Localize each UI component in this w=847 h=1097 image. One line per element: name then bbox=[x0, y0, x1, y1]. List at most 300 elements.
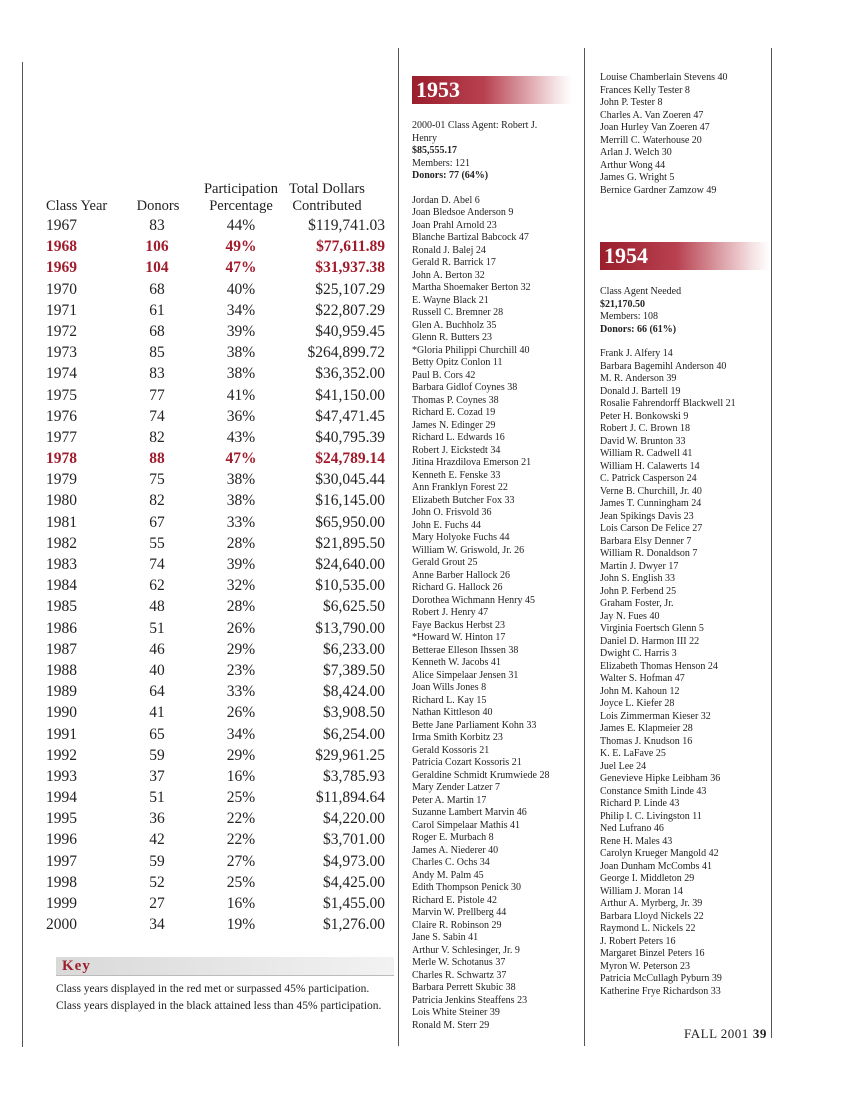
donor-name: Alice Simpelaar Jensen 31 bbox=[412, 669, 519, 681]
row-participation: 22% bbox=[226, 810, 256, 828]
row-donors: 74 bbox=[149, 556, 165, 573]
row-total: $16,145.00 bbox=[315, 492, 385, 510]
row-participation: 36% bbox=[226, 407, 256, 425]
header-participation-line1: Participation bbox=[203, 181, 279, 197]
donor-name: C. Patrick Casperson 24 bbox=[600, 473, 697, 484]
row-donors: 68 bbox=[149, 280, 165, 298]
row-class-year: 1971 bbox=[46, 301, 77, 319]
class-1953-section bbox=[412, 76, 572, 1032]
row-donors: 59 bbox=[149, 746, 165, 764]
donor-name: Raymond L. Nickels 22 bbox=[600, 923, 696, 934]
table-row bbox=[46, 914, 391, 935]
row-class-year: 1993 bbox=[46, 767, 77, 785]
table-row bbox=[46, 660, 391, 681]
key-title: Key bbox=[62, 958, 91, 974]
donor-name: Martin J. Dwyer 17 bbox=[600, 560, 679, 572]
row-total: $24,640.00 bbox=[315, 556, 385, 573]
donor-name: Richard L. Kay 15 bbox=[412, 694, 487, 706]
row-total: $8,424.00 bbox=[323, 683, 385, 701]
donor-name: James A. Niederer 40 bbox=[412, 844, 499, 856]
donor-name: Andy M. Palm 45 bbox=[412, 869, 484, 881]
donor-name: James T. Cunningham 24 bbox=[600, 498, 702, 509]
donor-name: Faye Backus Herbst 23 bbox=[412, 619, 506, 631]
class-1953-donor-list-continued bbox=[600, 72, 770, 197]
row-class-year: 1977 bbox=[46, 428, 77, 446]
row-total: $6,254.00 bbox=[323, 725, 385, 743]
class-1954-agent: Class Agent Needed bbox=[600, 286, 682, 297]
row-total: $4,220.00 bbox=[323, 810, 385, 828]
donor-name: Dwight C. Harris 3 bbox=[600, 648, 677, 659]
table-row bbox=[46, 554, 391, 575]
donor-name: Donald J. Bartell 19 bbox=[600, 385, 681, 397]
row-participation: 25% bbox=[226, 789, 256, 807]
table-row bbox=[46, 851, 391, 872]
donor-name: William R. Donaldson 7 bbox=[600, 548, 698, 559]
table-row bbox=[46, 766, 391, 787]
row-donors: 77 bbox=[149, 386, 165, 404]
row-total: $21,895.50 bbox=[315, 534, 385, 552]
row-donors: 82 bbox=[149, 492, 165, 510]
row-total: $29,961.25 bbox=[315, 746, 385, 764]
donor-name: Jay N. Fues 40 bbox=[600, 610, 660, 622]
donor-name: Ronald J. Balej 24 bbox=[412, 244, 486, 256]
table-row bbox=[46, 596, 391, 617]
donor-name: Suzanne Lambert Marvin 46 bbox=[412, 807, 527, 818]
row-class-year: 1990 bbox=[46, 704, 77, 722]
header-class-year: Class Year bbox=[46, 198, 108, 214]
donor-name: John O. Frisvold 36 bbox=[412, 507, 492, 518]
donor-name: Edith Thompson Penick 30 bbox=[412, 882, 521, 893]
donor-name: Juel Lee 24 bbox=[600, 760, 647, 772]
donor-name: Joyce L. Kiefer 28 bbox=[600, 698, 675, 709]
donor-name: Joan Wills Jones 8 bbox=[412, 682, 487, 693]
row-total: $13,790.00 bbox=[315, 619, 385, 637]
table-row bbox=[46, 236, 391, 257]
row-donors: 52 bbox=[149, 873, 165, 891]
issue-label: FALL 2001 bbox=[684, 1026, 749, 1041]
row-class-year: 1998 bbox=[46, 873, 77, 891]
donor-name: Virginia Foertsch Glenn 5 bbox=[600, 623, 704, 634]
row-participation: 22% bbox=[226, 831, 256, 849]
row-donors: 65 bbox=[149, 725, 165, 743]
donor-name: E. Wayne Black 21 bbox=[412, 294, 489, 306]
donor-name: Richard P. Linde 43 bbox=[600, 798, 680, 809]
header-donors: Donors bbox=[136, 198, 180, 214]
donor-name: Jordan D. Abel 6 bbox=[412, 194, 480, 206]
donor-name: Constance Smith Linde 43 bbox=[600, 785, 707, 797]
donor-name: Patricia Cozart Kossoris 21 bbox=[412, 757, 522, 768]
row-participation: 40% bbox=[226, 280, 256, 298]
row-class-year: 1989 bbox=[46, 683, 77, 701]
donor-name: Betterae Elleson Ihssen 38 bbox=[412, 644, 519, 656]
row-class-year: 1988 bbox=[46, 661, 77, 679]
row-participation: 39% bbox=[226, 556, 256, 573]
class-1953-continued bbox=[600, 72, 770, 197]
donor-name: William W. Griswold, Jr. 26 bbox=[412, 544, 525, 556]
donor-name: Lois White Steiner 39 bbox=[412, 1007, 500, 1018]
row-total: $3,701.00 bbox=[323, 831, 385, 849]
row-class-year: 1983 bbox=[46, 556, 77, 573]
donor-name: *Gloria Philippi Churchill 40 bbox=[412, 344, 530, 356]
row-class-year: 1994 bbox=[46, 789, 77, 807]
donor-name: Richard L. Edwards 16 bbox=[412, 432, 505, 443]
donor-name: Jane S. Sabin 41 bbox=[412, 932, 479, 943]
row-total: $11,894.64 bbox=[315, 789, 385, 807]
key-box bbox=[56, 957, 394, 1013]
donor-name: Arthur V. Schlesinger, Jr. 9 bbox=[412, 944, 520, 956]
donor-name: John P. Tester 8 bbox=[600, 97, 663, 108]
donor-name: Marvin W. Prellberg 44 bbox=[412, 907, 507, 918]
table-row bbox=[46, 829, 391, 850]
row-participation: 38% bbox=[226, 344, 256, 362]
row-donors: 59 bbox=[149, 852, 165, 870]
row-donors: 85 bbox=[149, 344, 165, 362]
donor-name: Graham Foster, Jr. bbox=[600, 598, 674, 609]
row-total: $40,795.39 bbox=[315, 428, 385, 446]
row-donors: 64 bbox=[149, 683, 165, 701]
row-class-year: 1978 bbox=[46, 450, 77, 468]
row-donors: 106 bbox=[145, 238, 169, 256]
donor-name: Ned Lufrano 46 bbox=[600, 823, 664, 834]
donor-name: Mary Holyoke Fuchs 44 bbox=[412, 532, 510, 543]
donor-name: Irma Smith Korbitz 23 bbox=[412, 732, 503, 743]
row-class-year: 1980 bbox=[46, 492, 77, 510]
donor-name: Barbara Elsy Denner 7 bbox=[600, 535, 692, 547]
donor-name: Genevieve Hipke Leibham 36 bbox=[600, 773, 721, 784]
donor-name: Arlan J. Welch 30 bbox=[600, 147, 672, 158]
class-1953-agent: 2000-01 Class Agent: Robert J. Henry bbox=[412, 120, 538, 144]
donor-name: Merrill C. Waterhouse 20 bbox=[600, 134, 702, 146]
row-donors: 68 bbox=[149, 322, 165, 340]
donor-name: Blanche Bartizal Babcock 47 bbox=[412, 232, 529, 243]
row-total: $30,045.44 bbox=[315, 471, 385, 489]
donor-name: George I. Middleton 29 bbox=[600, 873, 695, 884]
column-rule-1 bbox=[398, 48, 399, 1046]
row-participation: 27% bbox=[226, 852, 256, 870]
class-1953-amount: $85,555.17 bbox=[412, 145, 457, 156]
donor-name: Barbara Bagemihl Anderson 40 bbox=[600, 360, 727, 372]
row-total: $10,535.00 bbox=[315, 577, 385, 595]
row-total: $4,973.00 bbox=[323, 852, 385, 870]
donor-name: Charles C. Ochs 34 bbox=[412, 857, 490, 868]
row-total: $22,807.29 bbox=[315, 301, 385, 319]
row-donors: 83 bbox=[149, 365, 165, 383]
row-participation: 29% bbox=[226, 640, 256, 658]
table-row bbox=[46, 618, 391, 639]
key-bar bbox=[56, 957, 394, 976]
donor-name: Gerald Grout 25 bbox=[412, 557, 478, 568]
row-donors: 88 bbox=[149, 450, 165, 468]
donor-name: Paul B. Cors 42 bbox=[412, 369, 476, 381]
donor-name: Peter H. Bonkowski 9 bbox=[600, 410, 689, 422]
page-footer bbox=[684, 1026, 767, 1042]
donor-name: Patricia McCullagh Pyburn 39 bbox=[600, 973, 722, 984]
row-class-year: 1968 bbox=[46, 238, 77, 256]
table-row bbox=[46, 427, 391, 448]
row-total: $77,611.89 bbox=[316, 238, 385, 256]
row-donors: 41 bbox=[149, 704, 165, 722]
table-row bbox=[46, 681, 391, 702]
row-participation: 26% bbox=[226, 704, 256, 722]
donor-name: Russell C. Bremner 28 bbox=[412, 307, 504, 318]
row-class-year: 1991 bbox=[46, 725, 77, 743]
donor-name: Louise Chamberlain Stevens 40 bbox=[600, 72, 728, 83]
header-total bbox=[277, 181, 377, 215]
row-class-year: 1970 bbox=[46, 280, 77, 298]
row-donors: 40 bbox=[149, 661, 165, 679]
participation-table bbox=[46, 178, 391, 935]
donor-name: Joan Bledsoe Anderson 9 bbox=[412, 207, 514, 218]
row-total: $6,233.00 bbox=[323, 640, 385, 658]
row-class-year: 1972 bbox=[46, 322, 77, 340]
donor-name: Myron W. Peterson 23 bbox=[600, 960, 690, 972]
row-donors: 83 bbox=[149, 217, 165, 234]
row-class-year: 1981 bbox=[46, 513, 77, 531]
row-class-year: 1986 bbox=[46, 619, 77, 637]
row-class-year: 1999 bbox=[46, 895, 77, 912]
donor-name: William H. Calawerts 14 bbox=[600, 460, 700, 472]
class-1953-donor-list bbox=[412, 195, 572, 1033]
donor-name: Charles R. Schwartz 37 bbox=[412, 969, 507, 981]
donor-name: John A. Berton 32 bbox=[412, 269, 485, 281]
class-1954-banner: 1954 bbox=[600, 242, 770, 270]
donor-name: *Howard W. Hinton 17 bbox=[412, 632, 506, 643]
donor-name: Roger E. Murbach 8 bbox=[412, 832, 494, 843]
row-donors: 74 bbox=[149, 407, 165, 425]
donor-name: John E. Fuchs 44 bbox=[412, 519, 481, 531]
donor-name: David W. Brunton 33 bbox=[600, 435, 686, 447]
table-row bbox=[46, 745, 391, 766]
row-class-year: 1967 bbox=[46, 217, 77, 234]
row-participation: 33% bbox=[226, 513, 256, 531]
table-row bbox=[46, 363, 391, 384]
row-total: $41,150.00 bbox=[315, 386, 385, 404]
row-participation: 33% bbox=[226, 683, 256, 701]
row-participation: 41% bbox=[226, 386, 256, 404]
row-donors: 82 bbox=[149, 428, 165, 446]
table-row bbox=[46, 702, 391, 723]
donor-name: Elizabeth Thomas Henson 24 bbox=[600, 660, 718, 672]
donor-name: Richard E. Pistole 42 bbox=[412, 894, 497, 906]
row-participation: 38% bbox=[226, 365, 256, 383]
class-1954-section bbox=[600, 242, 770, 998]
row-donors: 48 bbox=[149, 598, 165, 616]
donor-name: Claire R. Robinson 29 bbox=[412, 919, 502, 931]
donor-name: Patricia Jenkins Steaffens 23 bbox=[412, 994, 528, 1006]
donor-name: Margaret Binzel Peters 16 bbox=[600, 948, 705, 959]
row-donors: 27 bbox=[149, 895, 165, 912]
row-donors: 34 bbox=[149, 916, 165, 934]
donor-name: James G. Wright 5 bbox=[600, 172, 675, 183]
row-donors: 51 bbox=[149, 789, 165, 807]
row-donors: 51 bbox=[149, 619, 165, 637]
row-class-year: 1976 bbox=[46, 407, 77, 425]
donor-name: Kenneth E. Fenske 33 bbox=[412, 469, 501, 481]
row-participation: 16% bbox=[226, 895, 256, 912]
donor-name: Barbara Gidlof Coynes 38 bbox=[412, 382, 518, 393]
donor-name: Daniel D. Harmon III 22 bbox=[600, 635, 700, 647]
donor-name: Joan Hurley Van Zoeren 47 bbox=[600, 122, 710, 133]
donor-name: Ann Franklyn Forest 22 bbox=[412, 482, 508, 493]
row-class-year: 1997 bbox=[46, 852, 77, 870]
table-row bbox=[46, 787, 391, 808]
row-donors: 62 bbox=[149, 577, 165, 595]
row-class-year: 1987 bbox=[46, 640, 77, 658]
class-1953-donors: Donors: 77 (64%) bbox=[412, 170, 489, 181]
donor-name: Glen A. Buchholz 35 bbox=[412, 319, 497, 331]
table-row bbox=[46, 385, 391, 406]
donor-name: Philip I. C. Livingston 11 bbox=[600, 810, 702, 822]
donor-name: Mary Zender Latzer 7 bbox=[412, 782, 501, 793]
table-row bbox=[46, 639, 391, 660]
donor-name: William J. Moran 14 bbox=[600, 885, 683, 897]
class-1953-members: Members: 121 bbox=[412, 157, 471, 169]
row-participation: 49% bbox=[225, 238, 257, 256]
donor-name: K. E. LaFave 25 bbox=[600, 748, 666, 759]
donor-name: James N. Edinger 29 bbox=[412, 419, 496, 431]
row-total: $1,455.00 bbox=[323, 895, 385, 912]
row-participation: 39% bbox=[226, 322, 256, 340]
row-donors: 46 bbox=[149, 640, 165, 658]
row-total: $7,389.50 bbox=[323, 661, 385, 679]
key-line-black: Class years displayed in the black attained less than 45% participation. bbox=[56, 1000, 382, 1012]
donor-name: M. R. Anderson 39 bbox=[600, 373, 677, 384]
donor-name: John M. Kahoun 12 bbox=[600, 685, 680, 697]
row-donors: 75 bbox=[149, 471, 165, 489]
class-1954-donor-list bbox=[600, 348, 770, 998]
row-participation: 34% bbox=[226, 301, 256, 319]
row-class-year: 1995 bbox=[46, 810, 77, 828]
donor-name: Betty Opitz Conlon 11 bbox=[412, 357, 503, 368]
donor-name: Barbara Lloyd Nickels 22 bbox=[600, 910, 704, 922]
donor-name: Arthur Wong 44 bbox=[600, 159, 666, 171]
donor-name: Thomas J. Knudson 16 bbox=[600, 735, 693, 747]
table-row bbox=[46, 724, 391, 745]
row-participation: 38% bbox=[226, 471, 256, 489]
donor-name: Martha Shoemaker Berton 32 bbox=[412, 282, 531, 293]
row-class-year: 1974 bbox=[46, 365, 77, 383]
table-row bbox=[46, 533, 391, 554]
donor-name: Rene H. Males 43 bbox=[600, 835, 673, 847]
table-row bbox=[46, 808, 391, 829]
table-row bbox=[46, 893, 391, 914]
row-total: $24,789.14 bbox=[315, 450, 385, 468]
page-number: 39 bbox=[752, 1026, 767, 1041]
row-total: $3,908.50 bbox=[323, 704, 385, 722]
table-row bbox=[46, 448, 391, 469]
row-total: $1,276.00 bbox=[323, 916, 385, 934]
class-1954-donors: Donors: 66 (61%) bbox=[600, 323, 677, 335]
donor-name: Merle W. Schotanus 37 bbox=[412, 957, 506, 968]
row-participation: 43% bbox=[226, 428, 256, 446]
row-participation: 44% bbox=[226, 217, 256, 234]
donor-name: Thomas P. Coynes 38 bbox=[412, 394, 499, 406]
row-class-year: 1979 bbox=[46, 471, 77, 489]
donor-name: William R. Cadwell 41 bbox=[600, 448, 693, 459]
header-total-line2: Contributed bbox=[292, 198, 362, 214]
column-rule-2 bbox=[584, 48, 585, 1046]
donor-name: Robert J. C. Brown 18 bbox=[600, 423, 690, 434]
donor-name: Frank J. Alfery 14 bbox=[600, 348, 673, 359]
table-row bbox=[46, 279, 391, 300]
donor-name: Gerald Kossoris 21 bbox=[412, 744, 490, 756]
row-donors: 36 bbox=[149, 810, 165, 828]
donor-name: Glenn R. Butters 23 bbox=[412, 332, 492, 343]
row-participation: 28% bbox=[226, 598, 256, 616]
donor-name: Arthur A. Myrberg, Jr. 39 bbox=[600, 898, 703, 909]
donor-name: Richard E. Cozad 19 bbox=[412, 407, 496, 418]
header-participation-line2: Percentage bbox=[209, 198, 273, 214]
donor-name: J. Robert Peters 16 bbox=[600, 935, 676, 947]
donor-name: James E. Klapmeier 28 bbox=[600, 723, 693, 734]
donor-name: John P. Ferbend 25 bbox=[600, 585, 677, 597]
row-participation: 32% bbox=[226, 577, 256, 595]
row-donors: 61 bbox=[149, 301, 165, 319]
table-row bbox=[46, 215, 391, 236]
table-row bbox=[46, 321, 391, 342]
row-class-year: 1973 bbox=[46, 344, 77, 362]
row-total: $65,950.00 bbox=[315, 513, 385, 531]
row-class-year: 1982 bbox=[46, 534, 77, 552]
table-row bbox=[46, 300, 391, 321]
donor-name: Robert J. Henry 47 bbox=[412, 607, 489, 618]
table-header bbox=[46, 178, 391, 215]
table-body bbox=[46, 215, 391, 935]
donor-name: Carolyn Krueger Mangold 42 bbox=[600, 848, 719, 859]
row-participation: 38% bbox=[226, 492, 256, 510]
row-class-year: 2000 bbox=[46, 916, 77, 934]
donor-name: Richard G. Hallock 26 bbox=[412, 582, 503, 593]
table-row bbox=[46, 342, 391, 363]
donor-name: John S. English 33 bbox=[600, 573, 676, 584]
donor-name: Rosalie Fahrendorff Blackwell 21 bbox=[600, 398, 736, 409]
row-participation: 47% bbox=[225, 259, 257, 277]
row-participation: 16% bbox=[226, 767, 256, 785]
left-margin-rule bbox=[22, 62, 23, 1047]
row-total: $4,425.00 bbox=[323, 873, 385, 891]
row-class-year: 1969 bbox=[46, 259, 77, 277]
row-participation: 47% bbox=[225, 450, 257, 468]
row-participation: 19% bbox=[226, 916, 256, 934]
class-1954-members: Members: 108 bbox=[600, 311, 659, 322]
row-participation: 25% bbox=[226, 873, 256, 891]
row-participation: 23% bbox=[226, 661, 256, 679]
donor-name: Carol Simpelaar Mathis 41 bbox=[412, 819, 521, 831]
donor-name: Frances Kelly Tester 8 bbox=[600, 84, 690, 96]
row-donors: 104 bbox=[145, 259, 169, 277]
row-participation: 28% bbox=[226, 534, 256, 552]
row-total: $25,107.29 bbox=[315, 280, 385, 298]
row-total: $264,899.72 bbox=[307, 344, 385, 362]
row-donors: 55 bbox=[149, 534, 165, 552]
row-participation: 29% bbox=[226, 746, 256, 764]
row-total: $6,625.50 bbox=[323, 598, 385, 616]
row-donors: 37 bbox=[149, 767, 165, 785]
donor-name: Jitina Hrazdilova Emerson 21 bbox=[412, 457, 532, 468]
donor-name: Charles A. Van Zoeren 47 bbox=[600, 109, 704, 121]
row-class-year: 1992 bbox=[46, 746, 77, 764]
donor-name: Jean Spikings Davis 23 bbox=[600, 510, 694, 522]
row-total: $31,937.38 bbox=[315, 259, 385, 277]
row-total: $36,352.00 bbox=[315, 365, 385, 383]
row-participation: 34% bbox=[226, 725, 256, 743]
row-participation: 26% bbox=[226, 619, 256, 637]
key-line-red: Class years displayed in the red met or surpassed 45% participation. bbox=[56, 983, 370, 995]
donor-name: Lois Zimmerman Kieser 32 bbox=[600, 710, 711, 722]
table-row bbox=[46, 469, 391, 490]
row-class-year: 1996 bbox=[46, 831, 77, 849]
donor-name: Geraldine Schmidt Krumwiede 28 bbox=[412, 769, 550, 781]
